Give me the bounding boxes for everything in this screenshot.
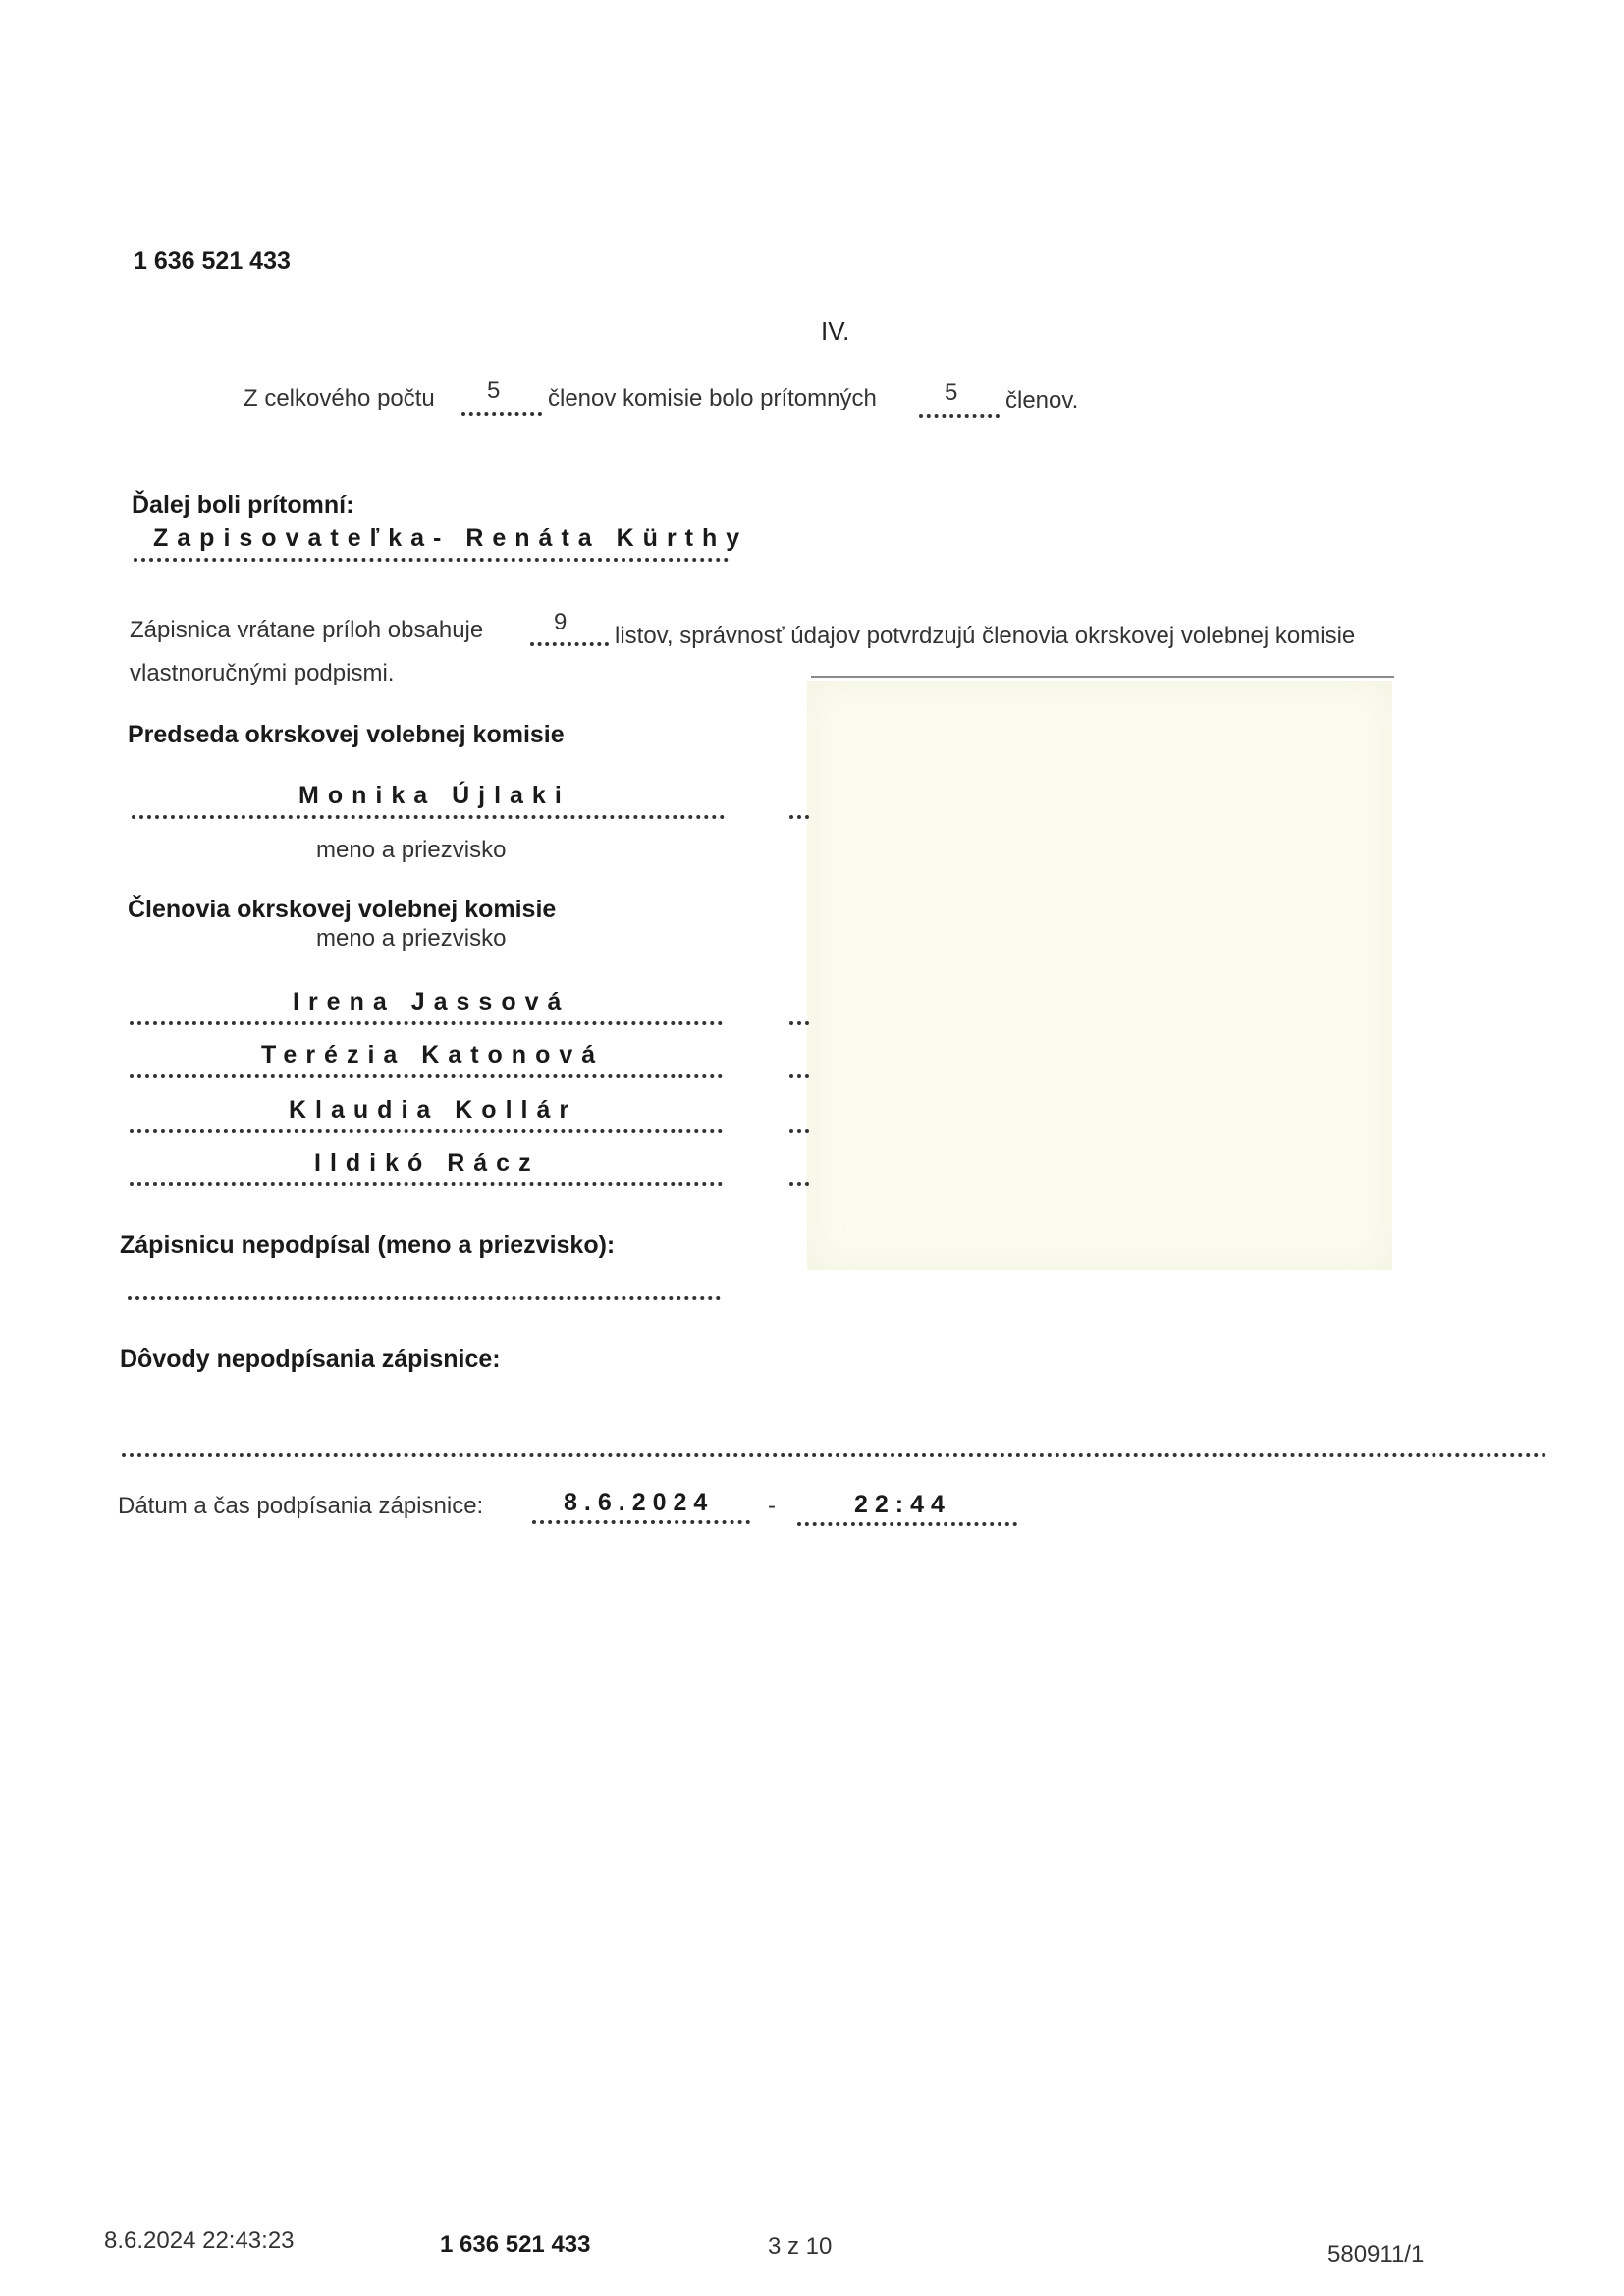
reasons-line bbox=[122, 1453, 1547, 1457]
sheets-count-value: 9 bbox=[554, 609, 568, 635]
signature-rule bbox=[811, 676, 1394, 678]
section-number: IV. bbox=[821, 316, 850, 346]
chair-name-line bbox=[132, 815, 725, 819]
members-caption: meno a priezvisko bbox=[316, 925, 507, 952]
signing-time: 22:44 bbox=[854, 1491, 951, 1518]
signing-time-line bbox=[797, 1522, 1017, 1526]
member-signature-line-3 bbox=[789, 1129, 809, 1133]
footer-page: 3 z 10 bbox=[768, 2233, 833, 2260]
footer-id: 1 636 521 433 bbox=[440, 2231, 591, 2258]
sheets-count-line bbox=[530, 642, 609, 646]
member-signature-line-4 bbox=[789, 1182, 809, 1186]
footer-code: 580911/1 bbox=[1327, 2241, 1425, 2268]
member-name-2: Terézia Katonová bbox=[261, 1041, 605, 1068]
total-members-value: 5 bbox=[487, 377, 501, 404]
sheets-suffix: listov, správnosť údajov potvrdzujú členovia okrskovej volebnej komisie bbox=[615, 623, 1356, 649]
sheets-line2: vlastnoručnými podpismi. bbox=[130, 660, 395, 686]
member-line-4 bbox=[130, 1182, 723, 1186]
sticky-note bbox=[807, 681, 1392, 1270]
member-name-3: Klaudia Kollár bbox=[289, 1096, 578, 1123]
chair-signature-line bbox=[789, 815, 809, 819]
present-members-line bbox=[919, 414, 1000, 418]
recorder-name: Zapisovateľka- Renáta Kürthy bbox=[153, 524, 749, 552]
signing-label: Dátum a čas podpísania zápisnice: bbox=[118, 1493, 484, 1519]
sheets-prefix: Zápisnica vrátane príloh obsahuje bbox=[130, 617, 484, 643]
attendance-prefix: Z celkového počtu bbox=[244, 385, 435, 411]
member-name-1: Irena Jassová bbox=[293, 988, 570, 1015]
chair-name: Monika Újlaki bbox=[298, 782, 570, 809]
recorder-line bbox=[134, 558, 729, 562]
attendance-suffix: členov. bbox=[1005, 387, 1079, 413]
member-line-2 bbox=[130, 1074, 723, 1078]
member-signature-line-1 bbox=[789, 1021, 809, 1025]
signing-date-line bbox=[532, 1520, 750, 1524]
present-members-value: 5 bbox=[945, 379, 958, 406]
signing-separator: - bbox=[768, 1493, 776, 1519]
chair-caption: meno a priezvisko bbox=[316, 837, 507, 863]
members-heading: Členovia okrskovej volebnej komisie bbox=[128, 896, 557, 923]
others-present-heading: Ďalej boli prítomní: bbox=[132, 491, 354, 519]
not-signed-heading: Zápisnicu nepodpísal (meno a priezvisko): bbox=[120, 1231, 616, 1259]
footer-timestamp: 8.6.2024 22:43:23 bbox=[104, 2227, 295, 2254]
member-line-1 bbox=[130, 1021, 723, 1025]
signing-date: 8.6.2024 bbox=[564, 1489, 715, 1516]
chair-heading: Predseda okrskovej volebnej komisie bbox=[128, 721, 565, 748]
member-name-4: Ildikó Rácz bbox=[314, 1149, 540, 1176]
reasons-heading: Dôvody nepodpísania zápisnice: bbox=[120, 1345, 501, 1373]
not-signed-line bbox=[128, 1296, 721, 1300]
document-id: 1 636 521 433 bbox=[134, 247, 291, 275]
total-members-line bbox=[461, 412, 542, 416]
member-signature-line-2 bbox=[789, 1074, 809, 1078]
attendance-middle: členov komisie bolo prítomných bbox=[548, 385, 877, 411]
member-line-3 bbox=[130, 1129, 723, 1133]
